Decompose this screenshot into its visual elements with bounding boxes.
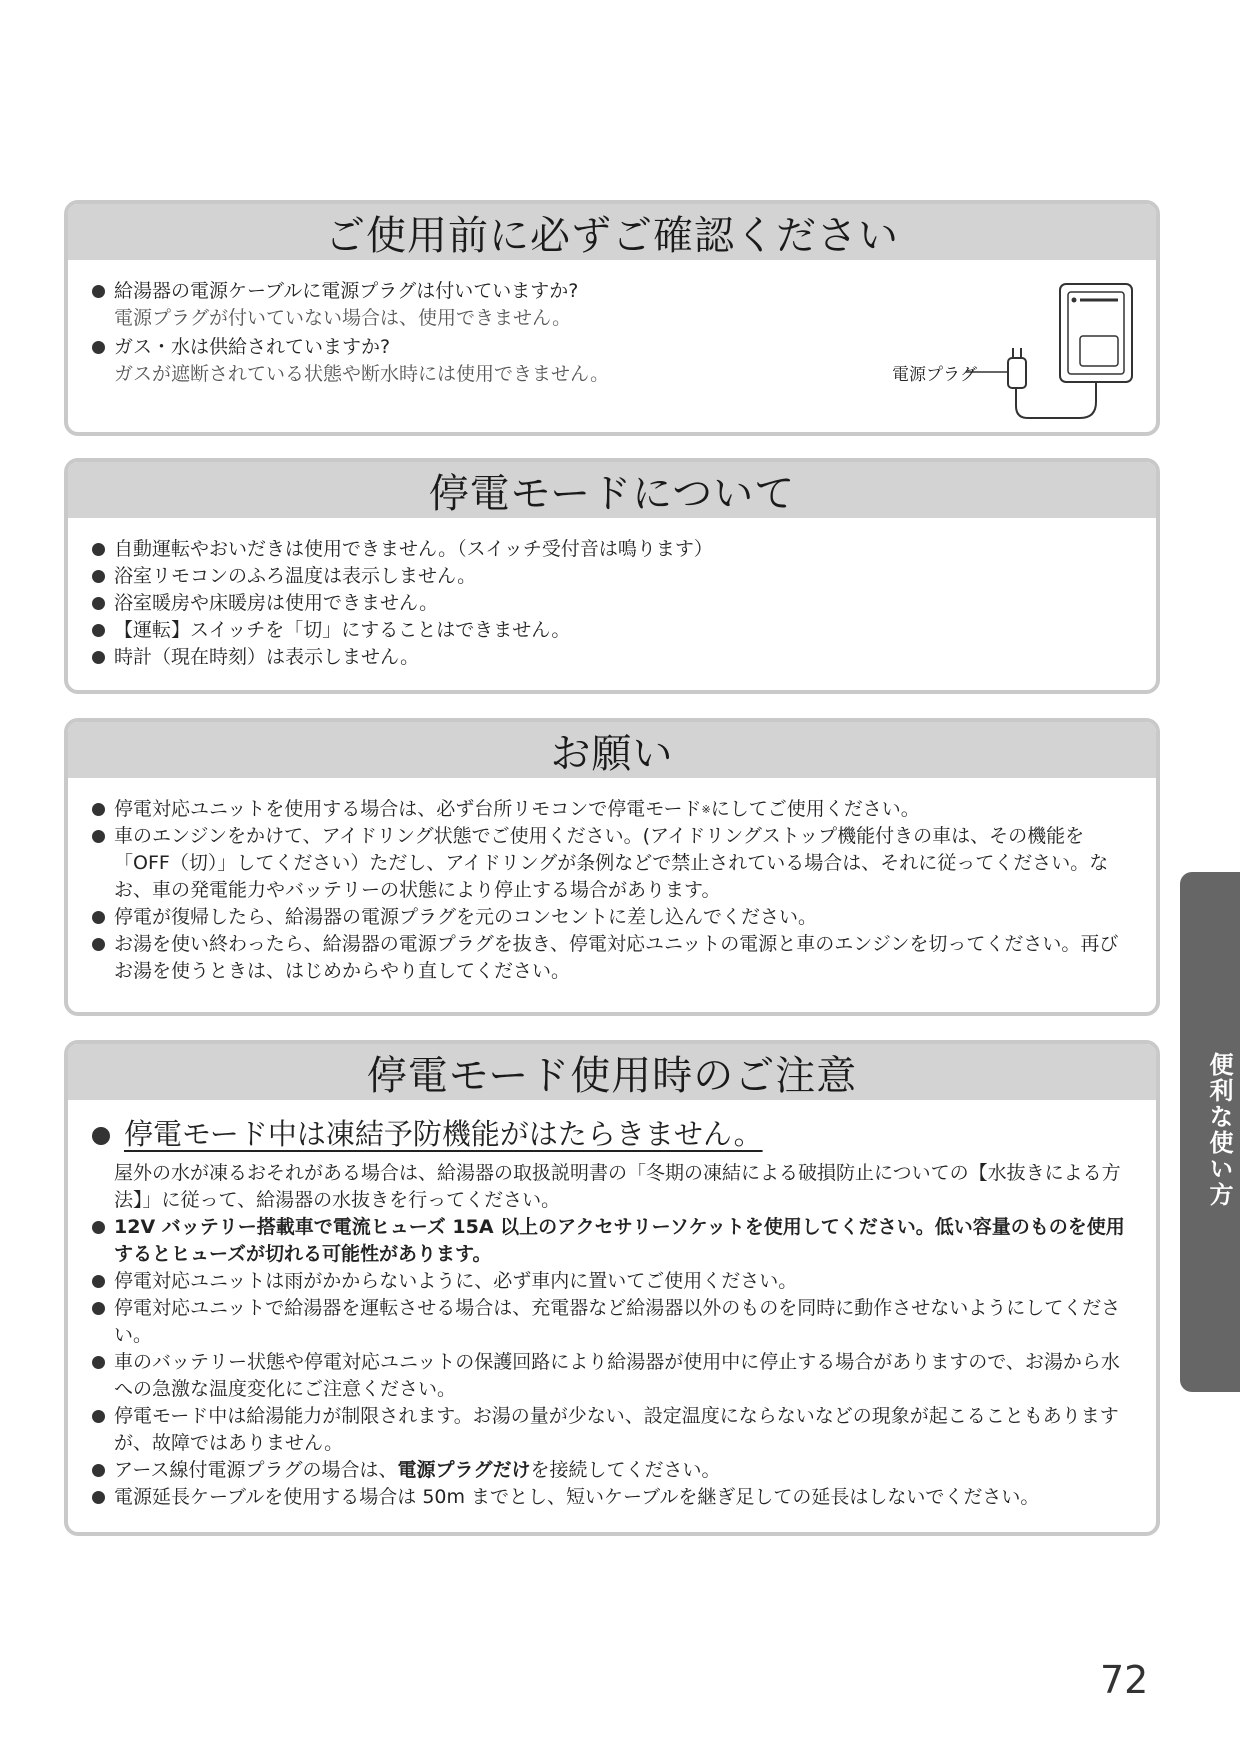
list-item: 停電が復帰したら、給湯器の電源プラグを元のコンセントに差し込んでください。 <box>92 904 1132 931</box>
section-cautions <box>64 1040 1160 1536</box>
section-check-before-use <box>64 200 1160 436</box>
bullet-icon <box>92 830 105 843</box>
list-item: 給湯器の電源ケーブルに電源プラグは付いていますか? <box>92 278 1132 305</box>
list-item: 浴室暖房や床暖房は使用できません。 <box>92 590 1132 617</box>
list-item: 時計（現在時刻）は表示しません。 <box>92 644 1132 671</box>
bullet-icon <box>92 1464 105 1477</box>
section-title: お願い <box>68 722 1156 778</box>
headline-text: 屋外の水が凍るおそれがある場合は、給湯器の取扱説明書の「冬期の凍結による破損防止についての【水抜きによる方法】」に従って、給湯器の水抜きを行ってください。 <box>114 1162 1121 1211</box>
bullet-icon <box>92 938 105 951</box>
list-item: アース線付電源プラグの場合は、電源プラグだけを接続してください。 <box>92 1457 1132 1484</box>
list-item-sub: ガスが遮断されている状態や断水時には使用できません。 <box>114 363 610 385</box>
bullet-icon <box>92 1356 105 1369</box>
list-item: 【運転】スイッチを「切」にすることはできません。 <box>92 617 1132 644</box>
list-item: 電源延長ケーブルを使用する場合は 50m までとし、短いケーブルを継ぎ足しての延長はしないでください。 <box>92 1484 1132 1511</box>
bullet-icon <box>92 624 105 637</box>
bullet-icon <box>92 341 105 354</box>
bullet-icon <box>92 597 105 610</box>
side-tab-label: 便利な使い方 <box>1205 1052 1233 1208</box>
list-item: 停電対応ユニットは雨がかからないように、必ず車内に置いてご使用ください。 <box>92 1268 1132 1295</box>
list-item-sub: 電源プラグが付いていない場合は、使用できません。 <box>114 307 572 329</box>
bullet-icon <box>92 651 105 664</box>
list-item: 自動運転やおいだきは使用できません。（スイッチ受付音は鳴ります） <box>92 536 1132 563</box>
bullet-icon <box>92 911 105 924</box>
list-item: お湯を使い終わったら、給湯器の電源プラグを抜き、停電対応ユニットの電源と車のエンジンを切ってください。再びお湯を使うときは、はじめからやり直してください。 <box>92 931 1132 985</box>
bullet-icon <box>92 1302 105 1315</box>
list-item: 車のバッテリー状態や停電対応ユニットの保護回路により給湯器が使用中に停止する場合がありますので、お湯から水への急激な温度変化にご注意ください。 <box>92 1349 1132 1403</box>
water-heater-illustration <box>910 280 1150 436</box>
note-mark: ※ <box>701 803 711 816</box>
section-power-outage-mode <box>64 458 1160 694</box>
list-item: 停電モード中は給湯能力が制限されます。お湯の量が少ない、設定温度にならないなどの現象が起こることもありますが、故障ではありません。 <box>92 1403 1132 1457</box>
bullet-icon <box>92 1221 105 1234</box>
list-item: ガス・水は供給されていますか? <box>92 334 1132 361</box>
section-title: 停電モード使用時のご注意 <box>68 1044 1156 1100</box>
bullet-icon <box>92 543 105 556</box>
bullet-icon <box>92 803 105 816</box>
list-item: 停電対応ユニットを使用する場合は、必ず台所リモコンで停電モード※にしてご使用ください。 <box>92 796 1132 823</box>
bullet-icon <box>92 1491 105 1504</box>
bullet-icon <box>92 285 105 298</box>
section-requests <box>64 718 1160 1016</box>
bullet-icon <box>92 1275 105 1288</box>
plug-label: 電源プラグ <box>892 365 977 385</box>
list-item: 停電対応ユニットで給湯器を運転させる場合は、充電器など給湯器以外のものを同時に動作させないようにしてください。 <box>92 1295 1132 1349</box>
list-item: 浴室リモコンのふろ温度は表示しません。 <box>92 563 1132 590</box>
list-item: 車のエンジンをかけて、アイドリング状態でご使用ください。(アイドリングストップ機能付きの車は、その機能を「OFF（切）」してください）ただし、アイドリングが条例などで禁止されている場合は、それに従ってください。なお、車の発電能力やバッテリーの状態により停止する場合があります。 <box>92 823 1132 904</box>
section-title: 停電モードについて <box>68 462 1156 518</box>
page-number: 72 <box>1100 1658 1149 1702</box>
section-title: ご使用前に必ずご確認ください <box>68 204 1156 260</box>
bullet-icon <box>92 570 105 583</box>
headline-item: 停電モード中は凍結予防機能がはたらきません。 <box>92 1114 1132 1154</box>
bullet-icon <box>92 1410 105 1423</box>
list-item-bold: 12V バッテリー搭載車で電流ヒューズ 15A 以上のアクセサリーソケットを使用してください。低い容量のものを使用するとヒューズが切れる可能性があります。 <box>92 1214 1132 1268</box>
bullet-icon <box>92 1127 110 1145</box>
